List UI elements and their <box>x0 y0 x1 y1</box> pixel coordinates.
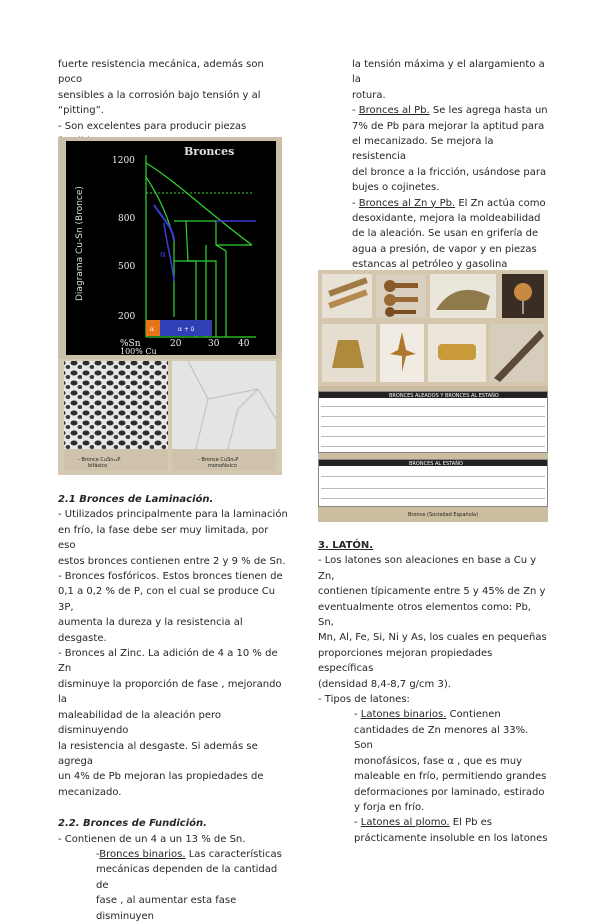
text-line: contienen típicamente entre 5 y 45% de Zn y <box>318 586 546 598</box>
dash: - <box>352 197 359 209</box>
section-2-1 <box>58 492 289 924</box>
x-origin-label: 100% Cu <box>120 347 157 356</box>
text-line: maleable en frío, permitiendo grandes <box>354 771 547 783</box>
text-line: el mecanizado. Se mejora la resistencia <box>352 136 494 163</box>
text-line: y forja en frío. <box>354 801 425 813</box>
phase-diagram-svg <box>66 141 276 355</box>
left-intro <box>58 57 289 149</box>
text-line <box>58 847 289 862</box>
text-line <box>318 196 548 211</box>
text-line: - Latones al plomo. El Pb es <box>354 817 492 829</box>
text-fragment: Se les agrega hasta un <box>429 105 548 117</box>
dash: - <box>352 105 359 117</box>
text-line: desoxidante, mejora la moldeabilidad <box>352 213 541 225</box>
bronces-binarios-title: Bronces binarios. <box>99 848 186 860</box>
phase-diagram-figure <box>58 137 282 359</box>
text-line: prácticamente insoluble en los latones <box>354 832 548 844</box>
text-line: - Bronces al Zinc. La adición de 4 a 10 % de Zn <box>58 648 278 675</box>
bronze-composition-table <box>318 386 548 522</box>
x-tick-label: 20 <box>170 339 182 349</box>
text-line: proporciones mejoran propiedades específicas <box>318 647 493 675</box>
text-fragment: Las características <box>185 848 282 860</box>
x-tick-label: 40 <box>238 339 250 349</box>
text-line: la tensión máxima y el alargamiento a la <box>352 59 545 86</box>
text-line: agua a presión, de vapor y en piezas <box>352 243 537 255</box>
text-line: de la aleación. Se usan en grifería de <box>352 228 539 240</box>
text-line: - Bronces fosfóricos. Estos bronces tienen de <box>58 571 283 583</box>
latones-binarios-title: Latones binarios. <box>360 709 447 721</box>
section-2-2-heading: 2.2. Bronces de Fundición. <box>58 818 207 830</box>
text-line: (densidad 8,4-8,7 g/cm 3). <box>318 678 451 690</box>
x-tick-label: %Sn <box>120 339 141 349</box>
text-line <box>318 103 548 118</box>
text-line: disminuye la proporción de fase , mejorando la <box>58 678 282 706</box>
micrograph-right <box>172 361 276 449</box>
text-line: en frío, la fase debe ser muy limitada, por eso <box>58 524 269 552</box>
section-3 <box>318 538 548 846</box>
text-line: fase , al aumentar esta fase disminuyen <box>96 895 237 922</box>
y-tick-label: 200 <box>118 312 136 322</box>
y-tick-label: 500 <box>118 262 136 272</box>
text-line: fuerte resistencia mecánica, además son poco <box>58 59 264 86</box>
text-line: Mn, Al, Fe, Si, Ni y As, los cuales en pequeñas <box>318 632 547 644</box>
text-line: - Contienen de un 4 a un 13 % de Sn. <box>58 833 246 845</box>
right-top <box>318 57 548 288</box>
text-line: rotura. <box>352 89 386 101</box>
text-line: cantidades de Zn menores al 33%. Son <box>354 724 529 752</box>
micrograph-left-caption-sub: bifásico <box>88 463 108 469</box>
table-bottom <box>318 459 548 507</box>
bronces-zn-pb-title: Bronces al Zn y Pb. <box>358 197 456 209</box>
text-line: 7% de Pb para mejorar la aptitud para <box>352 120 545 132</box>
phase-diagram-panel <box>66 141 276 355</box>
micrograph-right-caption-sub: monofásico <box>208 463 237 469</box>
text-line: sensibles a la corrosión bajo tensión y al <box>58 89 261 101</box>
bronze-products-photos <box>318 270 548 386</box>
latones-plomo-title: Latones al plomo. <box>360 817 450 829</box>
micrograph-left-caption: - Bronce CuSn₁₂P <box>78 457 121 463</box>
x-tick-label: 30 <box>208 339 220 349</box>
micrograph-right-caption: - Bronce CuSn₆P <box>198 457 239 463</box>
text-line: del bronce a la fricción, usándose para <box>352 166 547 178</box>
region-label-alpha-bar: α <box>150 326 154 333</box>
text-fragment: El Zn actúa como <box>455 197 546 209</box>
text-fragment: Contienen <box>446 709 501 721</box>
table-top <box>318 391 548 453</box>
text-line: estos bronces contienen entre 2 y 9 % de Sn. <box>58 555 286 567</box>
text-line: - Latones binarios. Contienen <box>354 709 501 721</box>
text-line: un 4% de Pb mejoran las propiedades de <box>58 771 264 783</box>
text-line: “pitting”. <box>58 105 104 117</box>
y-tick-label: 1200 <box>112 156 135 166</box>
bronces-pb-title: Bronces al Pb. <box>358 105 430 117</box>
region-label-alpha: α <box>160 250 167 260</box>
text-line: maleabilidad de la aleación pero disminuyendo <box>58 709 221 737</box>
text-line: - Tipos de latones: <box>318 694 410 706</box>
text-line: mecanizado. <box>58 786 122 798</box>
text-line: - Son excelentes para producir piezas <box>58 120 247 132</box>
text-line: la resistencia al desgaste. Si además se agrega <box>58 740 258 767</box>
text-fragment: El Pb es <box>449 817 492 829</box>
text-line: estancas al petróleo y gasolina <box>352 259 508 271</box>
phase-diagram-y-label: Diagrama Cu-Sn (Bronce) <box>75 186 85 301</box>
table-header-2: BRONCES AL ESTAÑO <box>409 461 463 467</box>
text-line: 0,1 a 0,2 % de P, con el cual se produce Cu 3P, <box>58 586 276 613</box>
text-line: deformaciones por laminado, estirado <box>354 786 545 798</box>
phase-diagram-title: Bronces <box>184 145 235 158</box>
text-line: mecánicas dependen de la cantidad de <box>96 864 278 891</box>
text-line: eventualmente otros elementos como: Pb, Sn, <box>318 601 531 629</box>
text-line: bujes o cojinetes. <box>352 182 440 194</box>
text-line: - Los latones son aleaciones en base a Cu y Zn, <box>318 555 537 582</box>
micrograph-left <box>64 361 168 449</box>
table-footer: Bronce (Sociedad Española) <box>408 512 479 518</box>
table-header: BRONCES ALEADOS Y BRONCES AL ESTAÑO <box>389 393 499 399</box>
section-3-heading: 3. LATÓN. <box>318 540 374 551</box>
region-label-alpha-delta: α + δ <box>178 326 195 333</box>
product-photos-svg <box>318 270 548 386</box>
micrographs-figure <box>58 359 282 475</box>
text-line: - Utilizados principalmente para la laminación <box>58 509 288 521</box>
section-2-1-heading: 2.1 Bronces de Laminación. <box>58 494 214 505</box>
dash: - <box>96 848 100 860</box>
y-tick-label: 800 <box>118 214 136 224</box>
text-line: monofásicos, fase α , que es muy <box>354 755 523 767</box>
text-line: aumenta la dureza y la resistencia al desgaste. <box>58 617 243 644</box>
